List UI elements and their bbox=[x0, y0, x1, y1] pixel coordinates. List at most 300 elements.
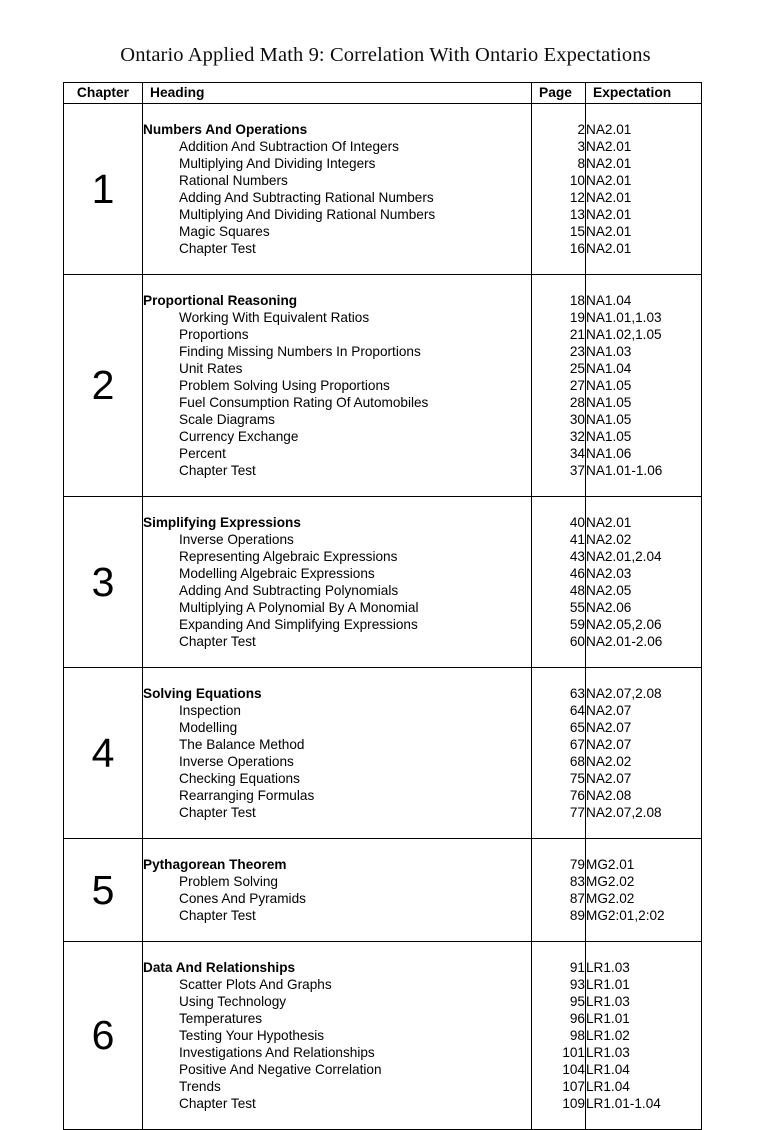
table-row bbox=[586, 360, 701, 377]
expectation-code: NA2.05 bbox=[586, 583, 632, 599]
table-row bbox=[143, 959, 531, 976]
section-title: Problem Solving bbox=[179, 874, 278, 890]
table-row bbox=[143, 787, 531, 804]
table-row bbox=[586, 890, 701, 907]
column-header-heading: Heading bbox=[143, 83, 532, 104]
expectation-code: NA2.01 bbox=[586, 224, 632, 240]
table-row bbox=[143, 1044, 531, 1061]
table-row bbox=[143, 1095, 531, 1112]
page-number: 12 bbox=[569, 190, 585, 206]
chapter-block bbox=[64, 275, 702, 497]
page-number: 15 bbox=[569, 224, 585, 240]
section-title: Addition And Subtraction Of Integers bbox=[179, 139, 399, 155]
table-row bbox=[532, 599, 585, 616]
table-row bbox=[586, 1010, 701, 1027]
expectation-code: NA2.01 bbox=[586, 173, 632, 189]
table-row bbox=[586, 753, 701, 770]
chapter-number: 5 bbox=[64, 839, 143, 942]
expectation-code: MG2.02 bbox=[586, 874, 635, 890]
table-row bbox=[143, 172, 531, 189]
chapter-expectations-cell bbox=[586, 942, 702, 1130]
table-header-row bbox=[64, 83, 702, 104]
page-number: 19 bbox=[569, 310, 585, 326]
table-row bbox=[586, 411, 701, 428]
expectation-code: NA2.08 bbox=[586, 788, 632, 804]
table-row bbox=[532, 240, 585, 257]
table-row bbox=[586, 172, 701, 189]
spacer bbox=[143, 821, 531, 838]
table-row bbox=[143, 890, 531, 907]
expectation-code: LR1.01-1.04 bbox=[586, 1096, 661, 1112]
table-row bbox=[586, 1078, 701, 1095]
section-title: Working With Equivalent Ratios bbox=[179, 310, 370, 326]
table-row bbox=[532, 428, 585, 445]
page-number: 59 bbox=[569, 617, 585, 633]
spacer bbox=[143, 668, 531, 685]
expectation-code: NA2.07 bbox=[586, 703, 632, 719]
expectation-code: LR1.04 bbox=[586, 1079, 630, 1095]
page-number: 60 bbox=[569, 634, 585, 650]
table-row bbox=[532, 719, 585, 736]
table-row bbox=[143, 411, 531, 428]
table-row bbox=[586, 514, 701, 531]
section-title: Inverse Operations bbox=[179, 754, 294, 770]
page-number: 2 bbox=[577, 122, 585, 138]
page-number: 101 bbox=[562, 1045, 585, 1061]
chapter-expectations-cell bbox=[586, 275, 702, 497]
expectation-code: NA1.05 bbox=[586, 412, 632, 428]
page-number: 75 bbox=[569, 771, 585, 787]
page-number: 40 bbox=[569, 515, 585, 531]
section-title: Finding Missing Numbers In Proportions bbox=[179, 344, 421, 360]
table-row bbox=[532, 1027, 585, 1044]
chapter-expectations-cell bbox=[586, 104, 702, 275]
section-title: Proportions bbox=[179, 327, 249, 343]
spacer bbox=[532, 479, 585, 496]
chapter-number: 4 bbox=[64, 668, 143, 839]
section-title: Chapter Test bbox=[179, 463, 256, 479]
page-number: 93 bbox=[569, 977, 585, 993]
expectation-code: LR1.03 bbox=[586, 960, 630, 976]
section-title: Investigations And Relationships bbox=[179, 1045, 375, 1061]
table-row bbox=[143, 599, 531, 616]
expectation-code: NA1.01-1.06 bbox=[586, 463, 663, 479]
table-row bbox=[586, 326, 701, 343]
chapter-headings-cell bbox=[143, 942, 532, 1130]
spacer bbox=[532, 1112, 585, 1129]
chapter-headings-cell bbox=[143, 497, 532, 668]
spacer bbox=[143, 104, 531, 121]
expectation-code: NA1.03 bbox=[586, 344, 632, 360]
expectation-code: NA1.05 bbox=[586, 378, 632, 394]
table-row bbox=[532, 223, 585, 240]
section-title: Multiplying And Dividing Integers bbox=[179, 156, 376, 172]
page-number: 23 bbox=[569, 344, 585, 360]
table-row bbox=[143, 582, 531, 599]
table-row bbox=[586, 685, 701, 702]
section-title: Rearranging Formulas bbox=[179, 788, 315, 804]
table-row bbox=[143, 616, 531, 633]
page-number: 107 bbox=[562, 1079, 585, 1095]
page-title: Ontario Applied Math 9: Correlation With Ontario Expectations bbox=[120, 44, 651, 66]
page-number: 87 bbox=[569, 891, 585, 907]
table-row bbox=[586, 223, 701, 240]
spacer bbox=[586, 104, 701, 121]
section-title: Adding And Subtracting Rational Numbers bbox=[179, 190, 434, 206]
spacer bbox=[532, 942, 585, 959]
table-row bbox=[532, 804, 585, 821]
table-row bbox=[143, 360, 531, 377]
section-title: Currency Exchange bbox=[179, 429, 299, 445]
table-row bbox=[143, 804, 531, 821]
chapter-expectations-cell bbox=[586, 668, 702, 839]
table-row bbox=[586, 616, 701, 633]
table-row bbox=[532, 959, 585, 976]
section-title: Problem Solving Using Proportions bbox=[179, 378, 390, 394]
spacer bbox=[586, 1112, 701, 1129]
table-row bbox=[586, 907, 701, 924]
table-row bbox=[586, 993, 701, 1010]
expectation-code: NA1.04 bbox=[586, 361, 632, 377]
table-row bbox=[586, 445, 701, 462]
table-row bbox=[586, 155, 701, 172]
table-row bbox=[586, 787, 701, 804]
page-number: 8 bbox=[577, 156, 585, 172]
spacer bbox=[143, 650, 531, 667]
chapter-block bbox=[64, 668, 702, 839]
expectation-code: NA1.01,1.03 bbox=[586, 310, 662, 326]
chapter-block bbox=[64, 839, 702, 942]
table-row bbox=[532, 787, 585, 804]
spacer bbox=[532, 275, 585, 292]
table-row bbox=[532, 138, 585, 155]
table-row bbox=[586, 1095, 701, 1112]
spacer bbox=[532, 839, 585, 856]
table-row bbox=[586, 428, 701, 445]
page-number: 37 bbox=[569, 463, 585, 479]
table-row bbox=[532, 292, 585, 309]
expectation-code: NA2.05,2.06 bbox=[586, 617, 662, 633]
table-row bbox=[532, 531, 585, 548]
spacer bbox=[586, 479, 701, 496]
chapter-title: Numbers And Operations bbox=[143, 122, 308, 138]
page-number: 67 bbox=[569, 737, 585, 753]
table-row bbox=[586, 394, 701, 411]
expectation-code: NA2.03 bbox=[586, 566, 632, 582]
page-number: 89 bbox=[569, 908, 585, 924]
table-row bbox=[143, 292, 531, 309]
table-row bbox=[586, 1044, 701, 1061]
page-number: 76 bbox=[569, 788, 585, 804]
table-row bbox=[532, 377, 585, 394]
table-row bbox=[586, 531, 701, 548]
table-row bbox=[532, 770, 585, 787]
table-row bbox=[143, 736, 531, 753]
spacer bbox=[143, 257, 531, 274]
page-number: 55 bbox=[569, 600, 585, 616]
page-number: 64 bbox=[569, 703, 585, 719]
table-row bbox=[143, 565, 531, 582]
expectation-code: MG2.02 bbox=[586, 891, 635, 907]
table-row bbox=[586, 1027, 701, 1044]
chapter-title: Solving Equations bbox=[143, 686, 262, 702]
table-row bbox=[586, 582, 701, 599]
expectation-code: NA2.07,2.08 bbox=[586, 805, 662, 821]
table-row bbox=[532, 1010, 585, 1027]
expectation-code: LR1.01 bbox=[586, 977, 630, 993]
table-row bbox=[143, 462, 531, 479]
spacer bbox=[143, 924, 531, 941]
expectation-code: NA2.07 bbox=[586, 720, 632, 736]
spacer bbox=[586, 821, 701, 838]
table-row bbox=[143, 702, 531, 719]
page-number: 32 bbox=[569, 429, 585, 445]
table-row bbox=[532, 993, 585, 1010]
table-row bbox=[586, 138, 701, 155]
spacer bbox=[586, 839, 701, 856]
table-row bbox=[143, 514, 531, 531]
table-row bbox=[143, 873, 531, 890]
section-title: Using Technology bbox=[179, 994, 287, 1010]
page-number: 13 bbox=[569, 207, 585, 223]
table-row bbox=[143, 377, 531, 394]
correlation-table bbox=[63, 82, 702, 1130]
table-row bbox=[532, 514, 585, 531]
table-row bbox=[532, 685, 585, 702]
table-row bbox=[143, 223, 531, 240]
chapter-pages-cell bbox=[532, 497, 586, 668]
section-title: Scatter Plots And Graphs bbox=[179, 977, 332, 993]
spacer bbox=[532, 104, 585, 121]
section-title: Adding And Subtracting Polynomials bbox=[179, 583, 399, 599]
chapter-headings-cell bbox=[143, 839, 532, 942]
table-row bbox=[143, 548, 531, 565]
chapter-pages-cell bbox=[532, 104, 586, 275]
expectation-code: NA2.02 bbox=[586, 754, 632, 770]
spacer bbox=[586, 924, 701, 941]
page-number: 41 bbox=[569, 532, 585, 548]
table-body bbox=[64, 104, 702, 1130]
spacer bbox=[532, 650, 585, 667]
table-row bbox=[532, 1061, 585, 1078]
table-row bbox=[586, 1061, 701, 1078]
chapter-block bbox=[64, 942, 702, 1130]
chapter-number: 3 bbox=[64, 497, 143, 668]
table-row bbox=[143, 326, 531, 343]
expectation-code: NA2.01 bbox=[586, 156, 632, 172]
section-title: Chapter Test bbox=[179, 1096, 256, 1112]
chapter-headings-cell bbox=[143, 104, 532, 275]
expectation-code: NA1.06 bbox=[586, 446, 632, 462]
column-header-page: Page bbox=[532, 83, 586, 104]
table-row bbox=[143, 309, 531, 326]
table-header bbox=[64, 83, 702, 104]
table-row bbox=[586, 804, 701, 821]
table-row bbox=[586, 206, 701, 223]
table-row bbox=[143, 343, 531, 360]
table-row bbox=[532, 565, 585, 582]
chapter-title: Proportional Reasoning bbox=[143, 293, 298, 309]
table-row bbox=[586, 309, 701, 326]
section-title: Magic Squares bbox=[179, 224, 270, 240]
table-row bbox=[532, 633, 585, 650]
column-header-chapter: Chapter bbox=[64, 83, 143, 104]
spacer bbox=[586, 668, 701, 685]
table-row bbox=[532, 753, 585, 770]
table-row bbox=[143, 1078, 531, 1095]
section-title: Percent bbox=[179, 446, 226, 462]
table-row bbox=[532, 394, 585, 411]
chapter-block bbox=[64, 497, 702, 668]
section-title: Chapter Test bbox=[179, 241, 256, 257]
table-row bbox=[143, 206, 531, 223]
spacer bbox=[143, 839, 531, 856]
table-row bbox=[532, 890, 585, 907]
table-row bbox=[143, 633, 531, 650]
chapter-expectations-cell bbox=[586, 497, 702, 668]
expectation-code: LR1.03 bbox=[586, 994, 630, 1010]
table-row bbox=[586, 599, 701, 616]
section-title: Chapter Test bbox=[179, 805, 256, 821]
page-number: 27 bbox=[569, 378, 585, 394]
table-row bbox=[143, 138, 531, 155]
table-row bbox=[532, 360, 585, 377]
page-number: 65 bbox=[569, 720, 585, 736]
table-row bbox=[532, 616, 585, 633]
expectation-code: LR1.01 bbox=[586, 1011, 630, 1027]
section-title: Expanding And Simplifying Expressions bbox=[179, 617, 418, 633]
section-title: Chapter Test bbox=[179, 908, 256, 924]
spacer bbox=[532, 668, 585, 685]
expectation-code: NA2.01 bbox=[586, 122, 632, 138]
table-row bbox=[586, 377, 701, 394]
spacer bbox=[532, 257, 585, 274]
table-row bbox=[532, 1095, 585, 1112]
page-number: 21 bbox=[569, 327, 585, 343]
table-row bbox=[532, 445, 585, 462]
page-number: 28 bbox=[569, 395, 585, 411]
page-number: 109 bbox=[562, 1096, 585, 1112]
table-row bbox=[586, 189, 701, 206]
table-row bbox=[586, 565, 701, 582]
page-number: 104 bbox=[562, 1062, 585, 1078]
table-row bbox=[586, 548, 701, 565]
table-row bbox=[143, 993, 531, 1010]
table-row bbox=[586, 719, 701, 736]
table-row bbox=[532, 155, 585, 172]
table-row bbox=[143, 1027, 531, 1044]
table-row bbox=[586, 702, 701, 719]
table-row bbox=[532, 736, 585, 753]
table-row bbox=[143, 428, 531, 445]
expectation-code: NA1.02,1.05 bbox=[586, 327, 662, 343]
expectation-code: NA2.01,2.04 bbox=[586, 549, 662, 565]
section-title: Multiplying A Polynomial By A Monomial bbox=[179, 600, 419, 616]
table-row bbox=[143, 155, 531, 172]
spacer bbox=[532, 924, 585, 941]
expectation-code: NA2.07,2.08 bbox=[586, 686, 662, 702]
table-row bbox=[532, 873, 585, 890]
expectation-code: NA2.02 bbox=[586, 532, 632, 548]
column-header-expectation: Expectation bbox=[586, 83, 702, 104]
table-row bbox=[532, 1078, 585, 1095]
page-number: 43 bbox=[569, 549, 585, 565]
table-row bbox=[586, 770, 701, 787]
expectation-code: NA1.05 bbox=[586, 395, 632, 411]
table-row bbox=[532, 582, 585, 599]
table-row bbox=[143, 394, 531, 411]
page-number: 30 bbox=[569, 412, 585, 428]
section-title: Cones And Pyramids bbox=[179, 891, 306, 907]
page-number: 83 bbox=[569, 874, 585, 890]
chapter-pages-cell bbox=[532, 839, 586, 942]
page-number: 3 bbox=[577, 139, 585, 155]
spacer bbox=[586, 650, 701, 667]
chapter-headings-cell bbox=[143, 275, 532, 497]
page-number: 34 bbox=[569, 446, 585, 462]
table-row bbox=[532, 1044, 585, 1061]
section-title: Positive And Negative Correlation bbox=[179, 1062, 382, 1078]
table-row bbox=[143, 719, 531, 736]
section-title: Fuel Consumption Rating Of Automobiles bbox=[179, 395, 429, 411]
table-row bbox=[532, 856, 585, 873]
section-title: Rational Numbers bbox=[179, 173, 288, 189]
expectation-code: NA2.01 bbox=[586, 241, 632, 257]
chapter-expectations-cell bbox=[586, 839, 702, 942]
section-title: The Balance Method bbox=[179, 737, 305, 753]
table-row bbox=[532, 206, 585, 223]
chapter-headings-cell bbox=[143, 668, 532, 839]
table-row bbox=[532, 702, 585, 719]
page-number: 48 bbox=[569, 583, 585, 599]
table-row bbox=[586, 873, 701, 890]
page-number: 63 bbox=[569, 686, 585, 702]
expectation-code: NA1.04 bbox=[586, 293, 632, 309]
table-row bbox=[532, 343, 585, 360]
table-row bbox=[586, 736, 701, 753]
section-title: Representing Algebraic Expressions bbox=[179, 549, 398, 565]
table-row bbox=[532, 462, 585, 479]
expectation-code: LR1.03 bbox=[586, 1045, 630, 1061]
section-title: Unit Rates bbox=[179, 361, 243, 377]
section-title: Inverse Operations bbox=[179, 532, 294, 548]
table-row bbox=[532, 976, 585, 993]
chapter-block bbox=[64, 104, 702, 275]
table-row bbox=[586, 121, 701, 138]
chapter-pages-cell bbox=[532, 942, 586, 1130]
spacer bbox=[143, 479, 531, 496]
spacer bbox=[143, 1112, 531, 1129]
chapter-title: Pythagorean Theorem bbox=[143, 857, 287, 873]
page-number: 95 bbox=[569, 994, 585, 1010]
spacer bbox=[586, 942, 701, 959]
section-title: Checking Equations bbox=[179, 771, 300, 787]
expectation-code: MG2.01 bbox=[586, 857, 635, 873]
expectation-code: NA2.01 bbox=[586, 139, 632, 155]
table-row bbox=[143, 685, 531, 702]
table-row bbox=[143, 856, 531, 873]
table-row bbox=[586, 292, 701, 309]
table-row bbox=[143, 1010, 531, 1027]
table-row bbox=[532, 411, 585, 428]
section-title: Modelling Algebraic Expressions bbox=[179, 566, 375, 582]
expectation-code: NA2.07 bbox=[586, 771, 632, 787]
table-row bbox=[143, 531, 531, 548]
table-row bbox=[143, 1061, 531, 1078]
page-number: 46 bbox=[569, 566, 585, 582]
table-row bbox=[143, 189, 531, 206]
table-row bbox=[143, 976, 531, 993]
